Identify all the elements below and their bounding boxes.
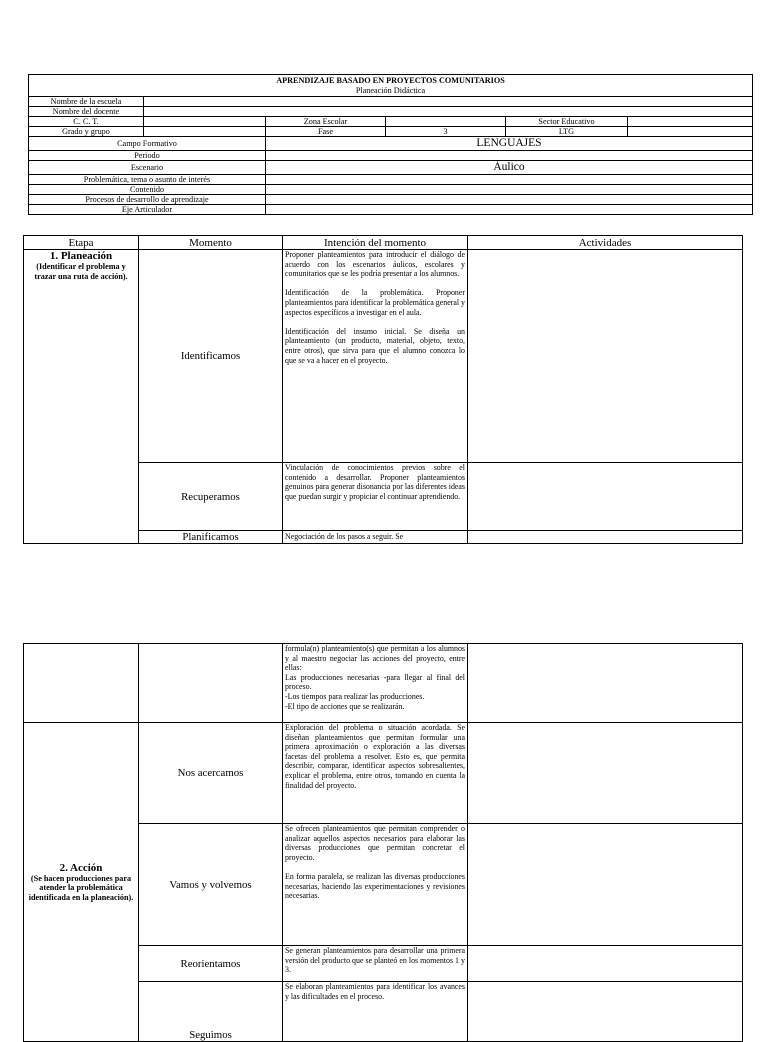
column-header-etapa: Etapa bbox=[24, 236, 139, 250]
field-escuela[interactable] bbox=[144, 97, 753, 107]
header-title-cell bbox=[29, 75, 753, 97]
label-ltg: LTG bbox=[506, 127, 628, 137]
momento-planificamos-continued bbox=[139, 644, 283, 723]
label-problematica: Problemática, tema o asunto de interés bbox=[29, 175, 266, 185]
label-cct: C. C. T. bbox=[29, 117, 144, 127]
stage-planeacion bbox=[24, 250, 139, 544]
field-eje[interactable] bbox=[266, 205, 753, 215]
stage-description: (Identificar el problema y trazar una ruta de acción). bbox=[34, 262, 128, 281]
intencion-seguimos: Se elaboran planteamientos para identificar los avances y las dificultades en el proceso. bbox=[283, 982, 468, 1042]
intencion-paragraph: -El tipo de acciones que se realizarán. bbox=[285, 701, 405, 711]
field-zona[interactable] bbox=[386, 117, 506, 127]
field-sector[interactable] bbox=[628, 117, 753, 127]
label-grado: Grado y grupo bbox=[29, 127, 144, 137]
intencion-paragraph: Proponer planteamientos para introducir el diálogo de acuerdo con los escenarios áulicos, escolares y comunitarios que se les podría presentar a los alumnos. bbox=[285, 250, 465, 279]
label-escenario: Escenario bbox=[29, 161, 266, 175]
intencion-nos-acercamos: Exploración del problema o situación acordada. Se diseñan planteamientos que permitan formular una primera aproximación o exploración a las diversas facetas del problema a resolver. Esto es, que permita describir, comparar, identificar aspectos sobresalientes, explicar el problema, entre otros, tomando en cuenta la finalidad del proyecto. bbox=[283, 723, 468, 824]
label-procesos: Procesos de desarrollo de aprendizaje bbox=[29, 195, 266, 205]
intencion-reorientamos: Se generan planteamientos para desarrollar una primera versión del producto que se planteó en los momentos 1 y 3. bbox=[283, 946, 468, 982]
momento-vamos-y-volvemos: Vamos y volvemos bbox=[139, 824, 283, 946]
label-eje: Eje Articulador bbox=[29, 205, 266, 215]
stages-table-page-2 bbox=[23, 643, 743, 1042]
actividades-planificamos[interactable] bbox=[468, 531, 743, 544]
actividades-seguimos[interactable] bbox=[468, 982, 743, 1042]
label-contenido: Contenido bbox=[29, 185, 266, 195]
label-campo: Campo Formativo bbox=[29, 137, 266, 151]
column-header-momento: Momento bbox=[139, 236, 283, 250]
planning-header-table bbox=[28, 74, 753, 215]
stage-accion bbox=[24, 723, 139, 1042]
stage-description: (Se hacen producciones para atender la problemática identificada en la planeación). bbox=[28, 873, 134, 902]
field-grado[interactable] bbox=[144, 127, 266, 137]
stage-title: 2. Acción bbox=[59, 861, 103, 874]
label-fase: Fase bbox=[266, 127, 386, 137]
momento-recuperamos: Recuperamos bbox=[139, 463, 283, 531]
stage-title: 1. Planeación bbox=[49, 250, 113, 262]
field-periodo[interactable] bbox=[266, 151, 753, 161]
column-header-actividades: Actividades bbox=[468, 236, 743, 250]
label-docente: Nombre del docente bbox=[29, 107, 144, 117]
field-fase[interactable]: 3 bbox=[386, 127, 506, 137]
document-title: APRENDIZAJE BASADO EN PROYECTOS COMUNITARIOS bbox=[276, 75, 505, 85]
momento-reorientamos: Reorientamos bbox=[139, 946, 283, 982]
intencion-recuperamos: Vinculación de conocimientos previos sobre el contenido a desarrollar. Proponer planteamientos genuinos para generar disonancia por las diferentes ideas que puedan surgir y propiciar el continuar aprendiendo. bbox=[283, 463, 468, 531]
label-zona: Zona Escolar bbox=[266, 117, 386, 127]
momento-identificamos: Identificamos bbox=[139, 250, 283, 463]
label-escuela: Nombre de la escuela bbox=[29, 97, 144, 107]
momento-planificamos: Planificamos bbox=[139, 531, 283, 544]
field-contenido[interactable] bbox=[266, 185, 753, 195]
actividades-recuperamos[interactable] bbox=[468, 463, 743, 531]
field-ltg[interactable] bbox=[628, 127, 753, 137]
intencion-identificamos bbox=[283, 250, 468, 463]
intencion-paragraph: formula(n) planteamiento(s) que permitan a los alumnos y al maestro negociar las acciones del proyecto, entre ellas: bbox=[285, 644, 465, 673]
intencion-paragraph: Se ofrecen planteamientos que permitan comprender o analizar aquellos aspectos necesarios para elaborar las diversas producciones que permitan concretar el proyecto. bbox=[285, 824, 465, 862]
stages-table-page-1 bbox=[23, 235, 743, 544]
intencion-planificamos-continued bbox=[283, 644, 468, 723]
label-sector: Sector Educativo bbox=[506, 117, 628, 127]
intencion-paragraph: Identificación de la problemática. Proponer planteamientos para identificar la problemática general y aspectos específicos a investigar en el aula. bbox=[285, 288, 465, 317]
field-campo[interactable]: LENGUAJES bbox=[266, 137, 753, 151]
intencion-vamos-y-volvemos bbox=[283, 824, 468, 946]
intencion-planificamos: Negociación de los pasos a seguir. Se bbox=[283, 531, 468, 544]
label-periodo: Periodo bbox=[29, 151, 266, 161]
field-escenario[interactable]: Áulico bbox=[266, 161, 753, 175]
intencion-paragraph: -Los tiempos para realizar las producciones. bbox=[285, 691, 425, 701]
column-header-intencion: Intención del momento bbox=[283, 236, 468, 250]
field-procesos[interactable] bbox=[266, 195, 753, 205]
momento-nos-acercamos: Nos acercamos bbox=[139, 723, 283, 824]
actividades-planificamos-continued[interactable] bbox=[468, 644, 743, 723]
document-subtitle: Planeación Didáctica bbox=[355, 85, 426, 95]
intencion-paragraph: En forma paralela, se realizan las diversas producciones necesarias, haciendo las experimentaciones y revisiones necesarias. bbox=[285, 871, 465, 901]
field-cct[interactable] bbox=[144, 117, 266, 127]
field-docente[interactable] bbox=[144, 107, 753, 117]
intencion-paragraph: Las producciones necesarias -para llegar al final del proceso. bbox=[285, 672, 465, 692]
momento-seguimos: Seguimos bbox=[139, 982, 283, 1042]
actividades-vamos-y-volvemos[interactable] bbox=[468, 824, 743, 946]
stage-planeacion-continued bbox=[24, 644, 139, 723]
field-problematica[interactable] bbox=[266, 175, 753, 185]
actividades-identificamos[interactable] bbox=[468, 250, 743, 463]
intencion-paragraph: Identificación del insumo inicial. Se diseña un planteamiento (un producto, material, objeto, texto, entre otros), que sirva para que el alumno conozca lo que se va a hacer en el proyecto. bbox=[285, 326, 465, 365]
actividades-reorientamos[interactable] bbox=[468, 946, 743, 982]
actividades-nos-acercamos[interactable] bbox=[468, 723, 743, 824]
